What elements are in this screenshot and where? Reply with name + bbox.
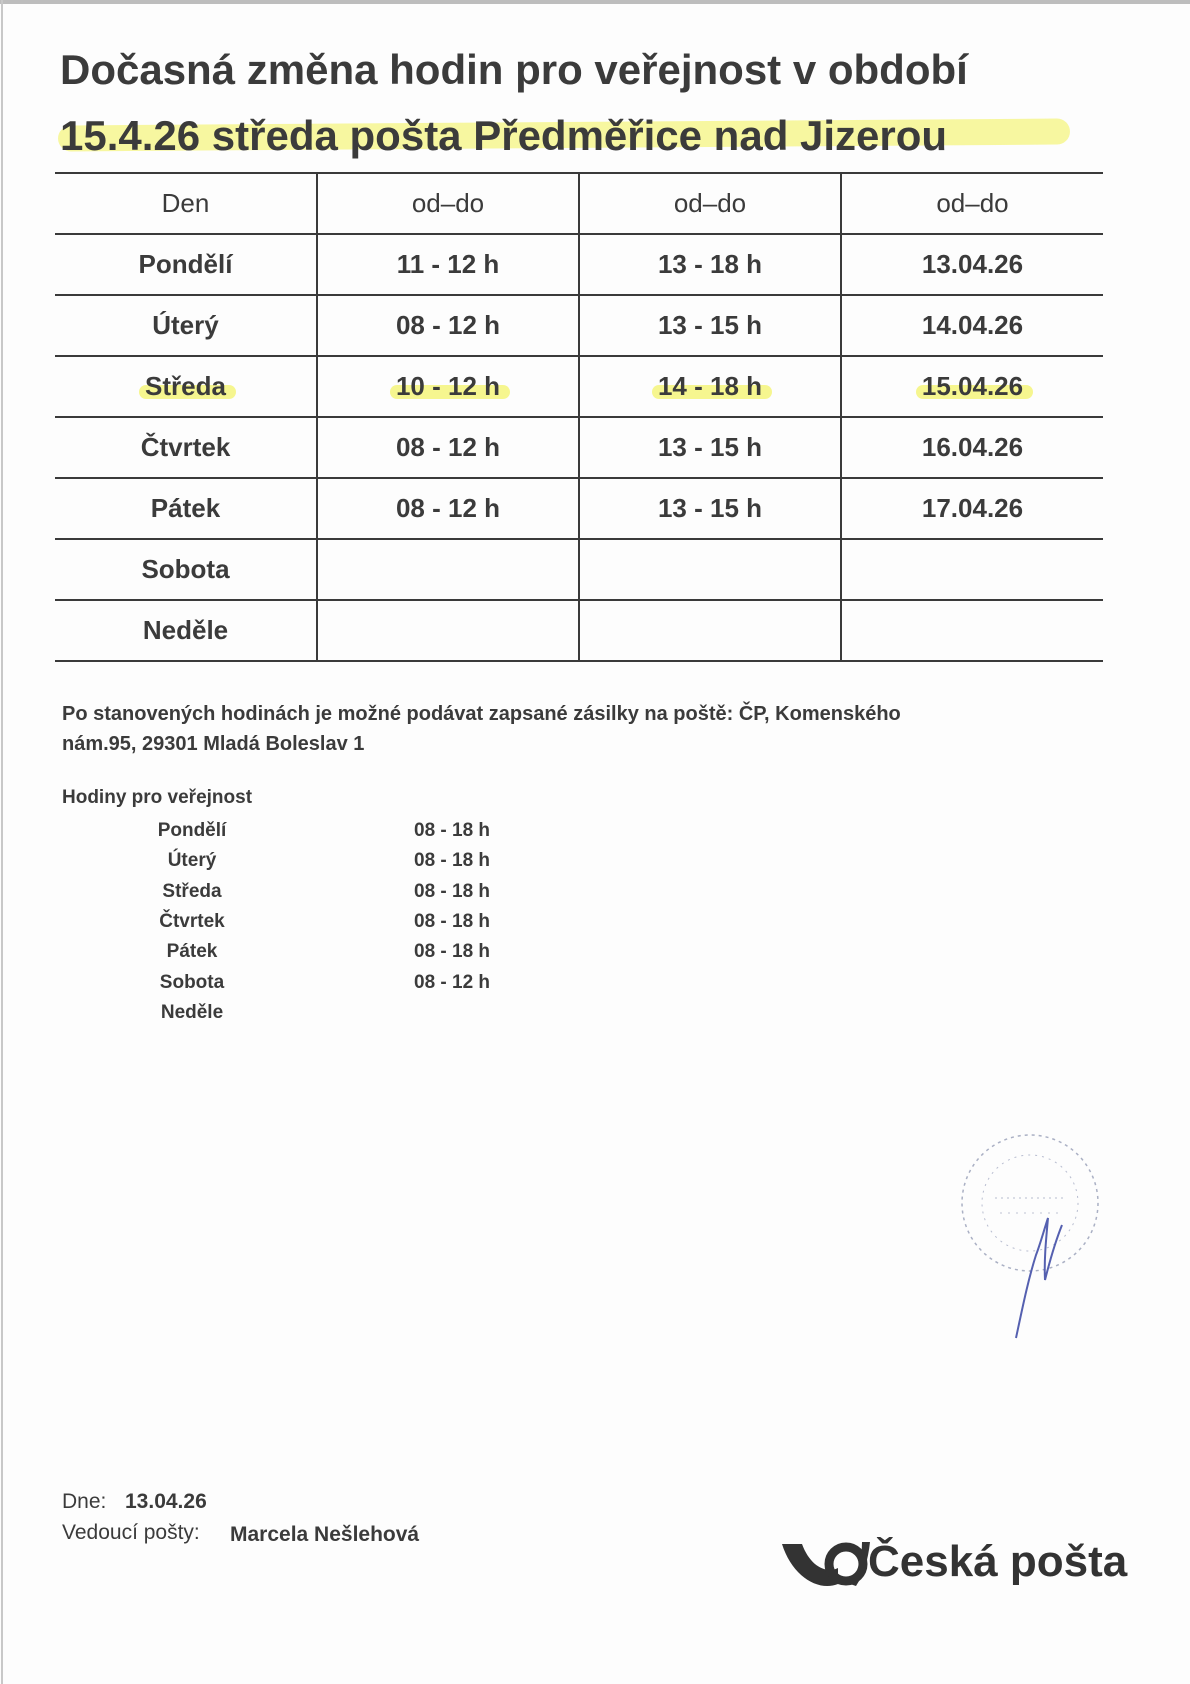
day-cell — [55, 295, 317, 356]
day-cell — [55, 356, 317, 417]
from-to-1-text: 08 - 12 h — [395, 310, 501, 340]
schedule-row — [55, 295, 1103, 356]
public-hours-day: Čtvrtek — [159, 910, 225, 932]
from-to-1-text: 11 - 12 h — [396, 249, 500, 279]
header-from-to-2: od–do — [579, 173, 841, 234]
from-to-2-label: 14 - 18 h — [657, 371, 763, 401]
day-text: Neděle — [142, 615, 229, 645]
public-hours-day: Středa — [162, 880, 222, 902]
from-to-2-text: 13 - 15 h — [657, 432, 763, 462]
header-from-to-3: od–do — [841, 173, 1103, 234]
from-to-1-cell — [317, 539, 579, 600]
from-to-2-text: 13 - 15 h — [657, 493, 763, 523]
day-cell — [55, 539, 317, 600]
header-from-to-1: od–do — [317, 173, 579, 234]
schedule-row — [55, 356, 1103, 417]
date-cell — [841, 234, 1103, 295]
schedule-row — [55, 478, 1103, 539]
date-cell — [841, 417, 1103, 478]
from-to-1-label: 10 - 12 h — [395, 371, 501, 401]
day-cell — [55, 417, 317, 478]
schedule-row — [55, 234, 1103, 295]
from-to-2-cell — [579, 600, 841, 661]
dropoff-note-line2: nám.95, 29301 Mladá Boleslav 1 — [62, 733, 365, 755]
public-hours-day: Pondělí — [157, 820, 227, 841]
from-to-1-cell — [317, 295, 579, 356]
public-hours-time: 08 - 18 h — [414, 820, 491, 841]
manager-signature — [1000, 1200, 1080, 1340]
ceska-posta-horn-icon — [782, 1542, 870, 1586]
dropoff-note — [62, 699, 1062, 759]
from-to-2-cell — [579, 356, 841, 417]
date-text — [922, 371, 1023, 402]
public-hours-time: 08 - 12 h — [414, 971, 491, 993]
public-hours-time: 08 - 18 h — [414, 941, 491, 963]
from-to-2-cell — [579, 234, 841, 295]
public-hours-time: 08 - 18 h — [414, 910, 491, 932]
date-value: 13.04.26 — [125, 1490, 207, 1513]
from-to-2-text: 13 - 18 h — [657, 249, 763, 279]
date-cell — [841, 478, 1103, 539]
ceska-posta-logo-text: Česká pošta — [868, 1537, 1128, 1586]
header-day: Den — [55, 173, 317, 234]
schedule-row — [55, 417, 1103, 478]
from-to-2-cell — [579, 295, 841, 356]
date-label: Dne: — [62, 1490, 107, 1513]
from-to-1-cell — [317, 417, 579, 478]
day-cell — [55, 600, 317, 661]
public-hours-time: 08 - 18 h — [414, 850, 491, 872]
public-hours-day: Pátek — [166, 941, 218, 963]
scan-top-edge — [0, 0, 1190, 4]
date-text: 13.04.26 — [921, 249, 1024, 279]
from-to-2-cell — [579, 478, 841, 539]
day-text: Sobota — [141, 554, 230, 584]
public-hours-day: Neděle — [160, 1001, 224, 1023]
date-label: 15.04.26 — [921, 371, 1024, 401]
schedule-table — [55, 172, 1103, 662]
from-to-2-text: 13 - 15 h — [657, 310, 763, 340]
date-cell — [841, 356, 1103, 417]
day-cell — [55, 478, 317, 539]
day-text: Pátek — [150, 493, 221, 523]
public-hours-day: Úterý — [167, 850, 217, 872]
day-text: Čtvrtek — [140, 432, 231, 462]
manager-name: Marcela Nešlehová — [230, 1523, 420, 1546]
page-title-line2: 15.4.26 středa pošta Předměřice nad Jizerou — [60, 112, 948, 159]
day-text: Pondělí — [138, 249, 233, 279]
from-to-1-cell — [317, 234, 579, 295]
from-to-1-text — [396, 371, 500, 402]
from-to-2-cell — [579, 417, 841, 478]
date-cell — [841, 295, 1103, 356]
from-to-1-cell — [317, 600, 579, 661]
page-title-line1: Dočasná změna hodin pro veřejnost v období — [60, 46, 968, 93]
schedule-header-row — [55, 173, 1103, 234]
date-text: 14.04.26 — [921, 310, 1024, 340]
manager-label: Vedoucí pošty: — [62, 1521, 200, 1544]
dropoff-note-line1: Po stanovených hodinách je možné podávat zapsané zásilky na poště: ČP, Komenského — [62, 703, 901, 725]
scan-left-edge — [1, 0, 3, 1684]
day-text: Úterý — [152, 310, 219, 340]
date-text: 16.04.26 — [921, 432, 1024, 462]
date-cell — [841, 600, 1103, 661]
public-hours-time: 08 - 18 h — [414, 880, 491, 902]
from-to-2-text — [658, 371, 762, 402]
from-to-1-cell — [317, 356, 579, 417]
day-text — [145, 371, 226, 402]
day-cell — [55, 234, 317, 295]
schedule-row — [55, 539, 1103, 600]
public-hours-title: Hodiny pro veřejnost — [62, 787, 253, 808]
date-cell — [841, 539, 1103, 600]
from-to-1-text: 08 - 12 h — [395, 432, 501, 462]
from-to-1-cell — [317, 478, 579, 539]
from-to-2-cell — [579, 539, 841, 600]
date-text: 17.04.26 — [921, 493, 1024, 523]
day-label: Středa — [145, 371, 226, 401]
from-to-1-text: 08 - 12 h — [395, 493, 501, 523]
public-hours-day: Sobota — [159, 971, 225, 993]
schedule-row — [55, 600, 1103, 661]
